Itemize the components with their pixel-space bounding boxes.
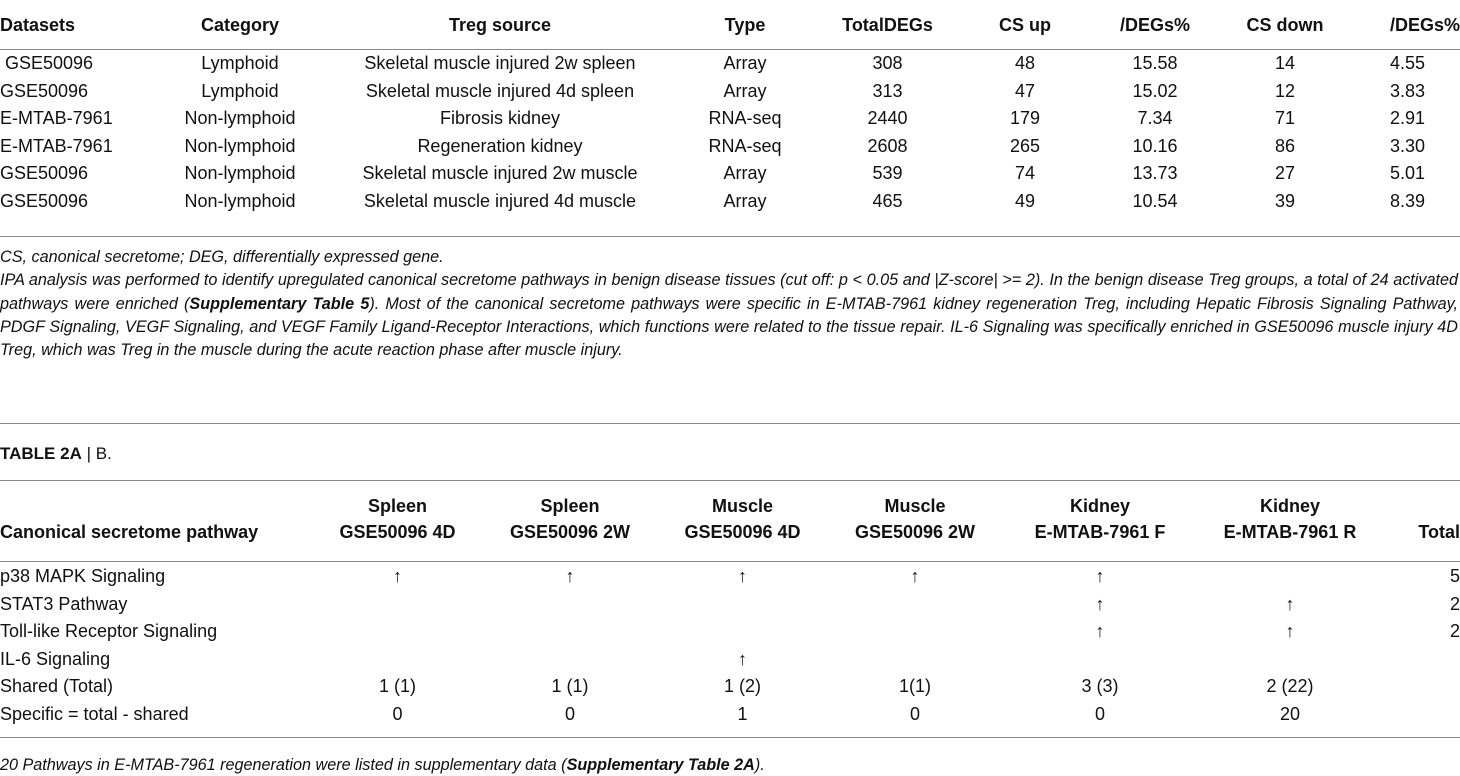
table-2-header-dataset: E-MTAB-7961 R [1223,521,1357,542]
ipa-paragraph [0,269,1458,362]
table-row [0,105,1460,133]
footnote-text-end: ). [754,756,765,774]
cell-up-arrow [325,591,470,619]
cell-count: 1 [737,703,748,724]
table-2-header-tissue: Kidney [1259,495,1320,516]
table-row [0,591,1460,619]
table-row [0,673,1460,701]
cell-treg-source: Regeneration kidney [417,135,583,156]
cell-total [1395,646,1460,674]
table-2-label: TABLE 2A [0,444,82,463]
cell-up-pct: 7.34 [1137,108,1173,129]
table-2-header-dataset: GSE50096 2W [509,521,631,542]
ipa-paragraph-text: IPA analysis was performed to identify upregulated canonical secretome pathways in benign disease tissues (cut off: p < 0.05 and |Z-score| >= 2). In the benign disease Treg groups, a total of 24 activated pathways were enriched ( [0,271,1458,313]
table-2 [0,493,1460,728]
cell-cs-up: 179 [1009,108,1041,129]
cell-treg-source: Fibrosis kidney [439,108,561,129]
table-2-title-divider [0,480,1460,481]
cell-count: 0 [392,703,403,724]
table-1-header-cs-down: CS down [1246,14,1324,35]
cell-cs-up: 48 [1014,53,1036,74]
table-row [0,618,1460,646]
cell-category: Non-lymphoid [184,135,296,156]
cell-total: 2 [1449,593,1460,614]
cell-up-arrow: ↑ [1095,593,1105,614]
cell-type: RNA-seq [708,108,782,129]
table-2-header-blank [1395,493,1460,519]
cell-up-arrow [325,618,470,646]
cell-up-arrow: ↑ [1095,566,1105,587]
cell-count: 3 (3) [1081,676,1119,697]
table-1-header-type: Type [724,14,766,35]
cell-up-arrow [815,618,1015,646]
cell-category: Non-lymphoid [184,190,296,211]
cell-treg-source: Skeletal muscle injured 4d spleen [365,80,635,101]
cell-count: 1(1) [898,676,931,697]
cell-count: 0 [1094,703,1105,724]
cell-down-pct: 8.39 [1389,190,1426,211]
cell-up-pct: 15.02 [1132,80,1178,101]
table-1-header-treg-source: Treg source [448,14,552,35]
cell-count: 1 (1) [378,676,416,697]
table-2-top-divider [0,423,1460,424]
cell-up-pct: 15.58 [1132,53,1178,74]
cell-count: 20 [1279,703,1301,724]
cell-up-pct: 13.73 [1132,163,1178,184]
table-2-header-blank [0,493,325,519]
cell-pathway: Specific = total - shared [0,703,189,724]
cell-up-arrow: ↑ [738,648,747,669]
cell-cs-down: 12 [1274,80,1296,101]
table-2-header-divider [0,561,1460,562]
cell-cs-down: 39 [1274,190,1296,211]
table-row [0,188,1460,216]
cell-category: Non-lymphoid [184,163,296,184]
cell-down-pct: 4.55 [1389,53,1426,74]
cell-up-arrow [815,646,1015,674]
cell-up-arrow [470,646,670,674]
table-2-header-dataset: GSE50096 4D [339,521,456,542]
table-2-header-tissue: Spleen [540,495,600,516]
table-row [0,50,1460,78]
cell-up-arrow: ↑ [1095,621,1105,642]
cell-type: RNA-seq [708,135,782,156]
table-2-title-rest: B. [95,444,112,463]
cell-dataset: GSE50096 [0,190,89,211]
cell-treg-source: Skeletal muscle injured 2w spleen [364,53,636,74]
cell-dataset: E-MTAB-7961 [0,135,113,156]
cell-total-degs: 465 [872,190,903,211]
table-2-header-tissue: Muscle [884,495,946,516]
table-row [0,160,1460,188]
cell-total: 2 [1449,621,1460,642]
cell-treg-source: Skeletal muscle injured 2w muscle [362,163,638,184]
cell-up-arrow: ↑ [565,566,575,587]
cell-up-pct: 10.54 [1132,190,1178,211]
supplementary-table-5-ref: Supplementary Table 5 [189,294,370,313]
cell-cs-up: 49 [1014,190,1036,211]
table-2-header-row-bottom [0,519,1460,545]
table-2-bottom-divider [0,737,1460,738]
supplementary-table-2a-ref: Supplementary Table 2A [566,756,755,774]
table-2-footnote [0,756,765,775]
cell-treg-source: Skeletal muscle injured 4d muscle [363,190,637,211]
cell-dataset: E-MTAB-7961 [0,108,113,129]
cell-total [1395,673,1460,701]
cell-down-pct: 3.83 [1389,80,1426,101]
cell-count: 0 [909,703,920,724]
cell-up-arrow [670,618,815,646]
cell-count: 0 [564,703,575,724]
cell-up-arrow: ↑ [1285,621,1295,642]
cell-down-pct: 3.30 [1389,135,1426,156]
cell-cs-down: 71 [1274,108,1296,129]
table-1-header-down-pct: /DEGs% [1389,14,1460,35]
table-1-header-datasets: Datasets [0,14,76,35]
table-2-header-tissue: Spleen [367,495,428,516]
cell-category: Lymphoid [201,80,279,101]
ipa-paragraph-text-end: ). Most of the canonical secretome pathways were specific in E-MTAB-7961 kidney regeneration Treg, including Hepatic Fibrosis Signaling Pathway, PDGF Signaling, VEGF Signaling, and VEGF Family Ligand-Receptor Interactions, which functions were related to the tissue repair. IL-6 Signaling was specifically enriched in GSE50096 muscle injury 4D Treg, which was Treg in the muscle during the acute reaction phase after muscle injury. [0,294,1459,360]
cell-total-degs: 308 [872,53,903,74]
cell-up-arrow [1015,646,1185,674]
cell-up-arrow: ↑ [910,566,920,587]
cell-pathway: STAT3 Pathway [0,593,128,614]
table-2-header-dataset: GSE50096 4D [684,521,801,542]
cell-up-arrow: ↑ [1285,593,1295,614]
cell-up-arrow [325,646,470,674]
cell-cs-up: 74 [1014,163,1036,184]
cell-up-arrow [1185,646,1395,674]
table-2-title [0,444,112,464]
cell-count: 2 (22) [1266,676,1314,697]
cell-dataset: GSE50096 [0,80,89,101]
table-2-title-sep: | [81,444,96,463]
abbreviation-note: CS, canonical secretome; DEG, differentially expressed gene. [0,248,444,266]
cell-cs-down: 14 [1274,53,1296,74]
table-1-header-cs-up: CS up [999,14,1051,35]
cell-total-degs: 539 [872,163,903,184]
cell-pathway: Shared (Total) [0,676,114,697]
table-row [0,701,1460,729]
cell-total-degs: 2440 [867,108,908,129]
cell-down-pct: 2.91 [1389,108,1426,129]
cell-pathway: Toll-like Receptor Signaling [0,621,218,642]
cell-up-arrow [1185,563,1395,591]
table-1-header-total-degs: TotalDEGs [842,14,933,35]
cell-cs-up: 265 [1009,135,1041,156]
table-2-header-row-top [0,493,1460,519]
cell-up-arrow: ↑ [738,566,747,587]
cell-count: 1 (1) [551,676,589,697]
table-row [0,78,1460,106]
table-2-header-tissue: Kidney [1069,495,1130,516]
cell-up-arrow [470,618,670,646]
cell-total: 5 [1449,566,1460,587]
cell-cs-down: 86 [1274,135,1296,156]
cell-pathway: p38 MAPK Signaling [0,566,166,587]
table-1-bottom-divider [0,236,1460,237]
table-row [0,563,1460,591]
table-2-header-total: Total [1418,521,1460,542]
table-1-header-divider [0,49,1460,50]
cell-up-arrow [815,591,1015,619]
cell-total-degs: 313 [872,80,903,101]
table-1-notes [0,246,1458,362]
cell-up-arrow [670,591,815,619]
cell-total [1395,701,1460,729]
cell-pathway: IL-6 Signaling [0,648,111,669]
table-row [0,133,1460,161]
table-2-header-dataset: GSE50096 2W [854,521,976,542]
cell-down-pct: 5.01 [1389,163,1426,184]
table-row [0,646,1460,674]
cell-dataset: GSE50096 [0,53,94,74]
table-1-header-row [0,0,1460,50]
cell-type: Array [723,53,767,74]
cell-category: Non-lymphoid [184,108,296,129]
footnote-text: 20 Pathways in E-MTAB-7961 regeneration were listed in supplementary data ( [0,756,567,774]
table-1 [0,0,1460,215]
cell-up-pct: 10.16 [1132,135,1178,156]
cell-up-arrow: ↑ [393,566,402,587]
cell-type: Array [723,190,767,211]
cell-count: 1 (2) [723,676,761,697]
table-1-header-category: Category [200,14,280,35]
table-2-header-tissue: Muscle [711,495,774,516]
cell-type: Array [723,163,767,184]
cell-cs-down: 27 [1274,163,1296,184]
cell-dataset: GSE50096 [0,163,89,184]
table-2-header-dataset: E-MTAB-7961 F [1034,521,1166,542]
cell-total-degs: 2608 [867,135,908,156]
table-2-header-pathway: Canonical secretome pathway [0,521,259,542]
cell-cs-up: 47 [1014,80,1036,101]
cell-up-arrow [470,591,670,619]
cell-type: Array [723,80,767,101]
table-1-header-up-pct: /DEGs% [1119,14,1191,35]
cell-category: Lymphoid [201,53,279,74]
